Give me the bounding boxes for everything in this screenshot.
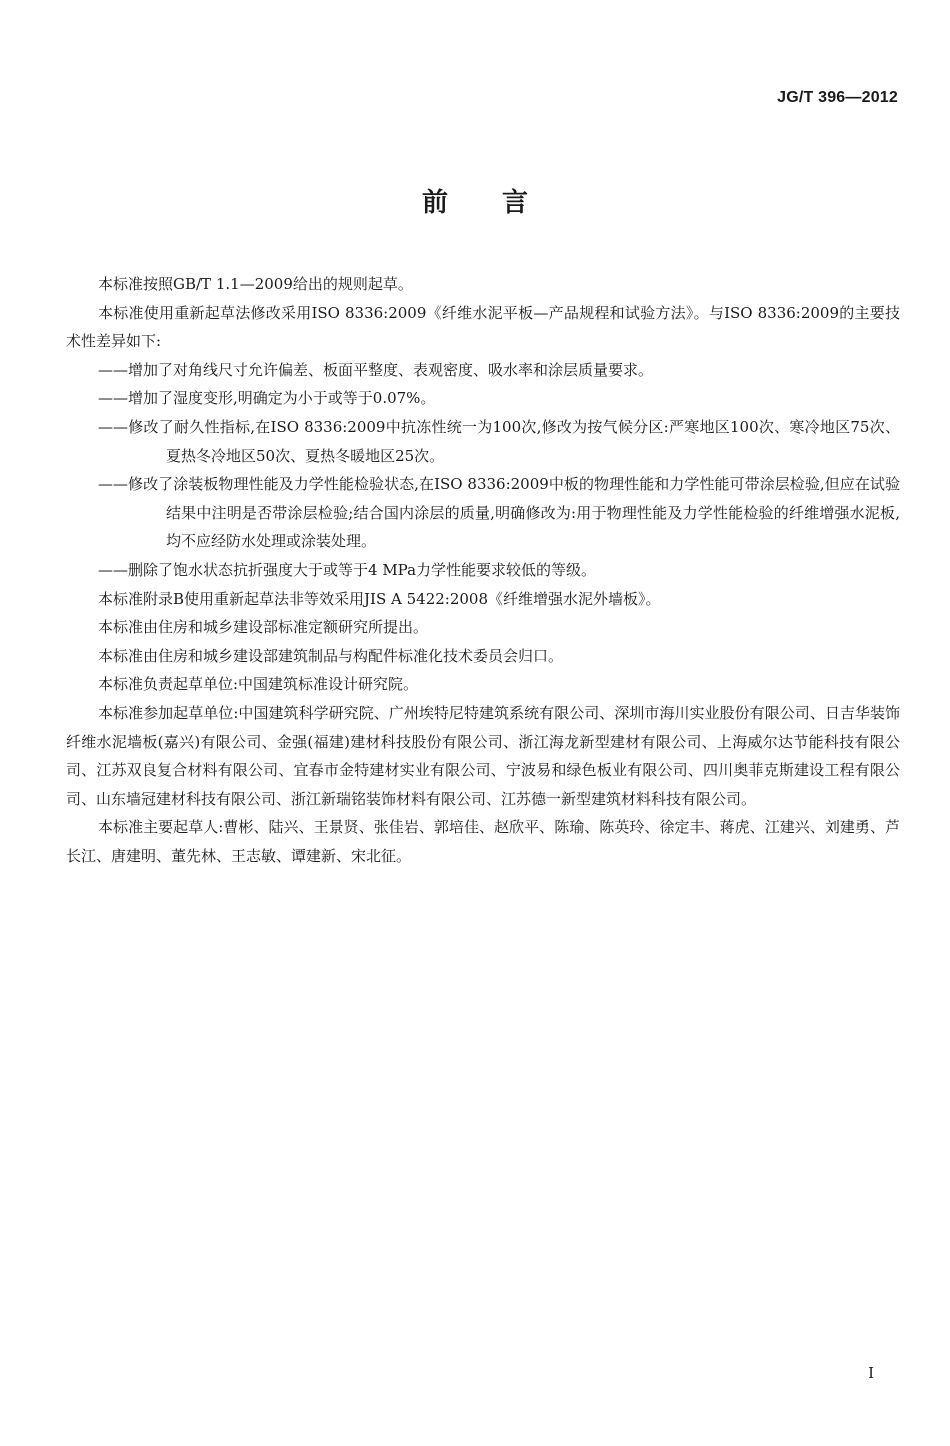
paragraph-participating-units: 本标准参加起草单位:中国建筑科学研究院、广州埃特尼特建筑系统有限公司、深圳市海川实业股份有限公司、日吉华装饰纤维水泥墙板(嘉兴)有限公司、金强(福建)建材科技股份有限公司、浙江海龙新型建材有限公司、上海威尔达节能科技有限公司、江苏双良复合材料有限公司、宜春市金特建材实业有限公司、宁波易和绿色板业有限公司、四川奥菲克斯建设工程有限公司、山东墙冠建材科技有限公司、浙江新瑞铭装饰材料有限公司、江苏德一新型建筑材料科技有限公司。 (66, 703, 900, 808)
difference-item-moisture: ——增加了湿度变形,明确定为小于或等于0.07%。 (98, 389, 436, 408)
page-number: I (868, 1364, 874, 1382)
paragraph-iso-adoption: 本标准使用重新起草法修改采用ISO 8336:2009《纤维水泥平板—产品规程和试验方法》。与ISO 8336:2009的主要技术性差异如下: (66, 303, 900, 351)
paragraph-proposed-by: 本标准由住房和城乡建设部标准定额研究所提出。 (98, 618, 429, 637)
paragraph-main-drafters: 本标准主要起草人:曹彬、陆兴、王景贤、张佳岩、郭培佳、赵欣平、陈瑜、陈英玲、徐定丰、蒋虎、江建兴、刘建勇、芦长江、唐建明、董先林、王志敏、谭建新、宋北征。 (66, 818, 900, 865)
difference-item-durability: ——修改了耐久性指标,在ISO 8336:2009中抗冻性统一为100次,修改为按气候分区:严寒地区100次、寒冷地区75次、夏热冬冷地区50次、夏热冬暖地区25次。 (98, 417, 900, 465)
difference-item-tolerance: ——增加了对角线尺寸允许偏差、板面平整度、表观密度、吸水率和涂层质量要求。 (98, 360, 654, 379)
page-title: 前言 (421, 188, 582, 218)
paragraph-drafting-rules: 本标准按照GB/T 1.1—2009给出的规则起草。 (98, 275, 413, 293)
difference-item-strength-grade: ——删除了饱水状态抗折强度大于或等于4 MPa力学性能要求较低的等级。 (98, 560, 597, 579)
paragraph-responsible-drafter: 本标准负责起草单位:中国建筑标准设计研究院。 (98, 675, 419, 694)
difference-item-test-state: ——修改了涂装板物理性能及力学性能检验状态,在ISO 8336:2009中板的物理性能和力学性能可带涂层检验,但应在试验结果中注明是否带涂层检验;结合国内涂层的质量,明确修改为:用于物理性能及力学性能检验的纤维增强水泥板,均不应经防水处理或涂装处理。 (98, 475, 900, 551)
foreword-body (66, 270, 900, 870)
paragraph-annex-b: 本标准附录B使用重新起草法非等效采用JIS A 5422:2008《纤维增强水泥外墙板》。 (98, 589, 661, 608)
paragraph-under-jurisdiction: 本标准由住房和城乡建设部建筑制品与构配件标准化技术委员会归口。 (98, 646, 564, 665)
document-code: JG/T 396—2012 (777, 89, 898, 106)
